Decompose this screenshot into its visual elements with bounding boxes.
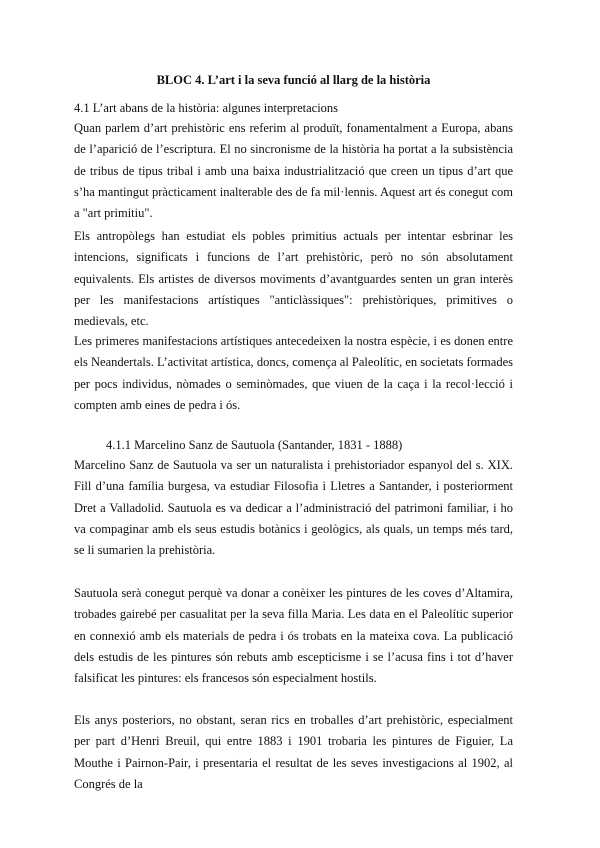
paragraph-4: Marcelino Sanz de Sautuola va ser un naturalista i prehistoriador espanyol del s. XIX. Fill d’una família burgesa, va estudiar Filosofia i Lletres a Santander, i posteriorment Dret a Valladolid. Sautuola es va dedicar a l’administració del patrimoni familiar, i ho va compaginar amb els seus estudis botànics i geològics, als quals, un temps més tard, se li sumarien la prehistòria.: [74, 458, 513, 558]
section-heading: 4.1 L’art abans de la història: algunes interpretacions: [74, 101, 339, 115]
paragraph-2: Els antropòlegs han estudiat els pobles primitius actuals per intentar esbrinar les intencions, significats i funcions de l’art prehistòric, però no són absolutament equivalents. Els artistes de diversos moviments d’avantguardes senten un gran interès per les manifestacions artístiques "anticlàssiques": prehistòriques, primitives o medievals, etc.: [74, 229, 513, 329]
paragraph-5: Sautuola serà conegut perquè va donar a conèixer les pintures de les coves d’Altamira, trobades gairebé per casualitat per la seva filla Maria. Les data en el Paleolític superior en connexió amb els materials de pedra i ós trobats en la mateixa cova. La publicació dels estudis de les pintures són rebuts amb escepticisme i se l’acusa fins i tot d’haver falsificat les pintures: els francesos són especialment hostils.: [74, 586, 513, 686]
paragraph-6: Els anys posteriors, no obstant, seran rics en troballes d’art prehistòric, especialment per part d’Henri Breuil, qui entre 1883 i 1901 trobaria les pintures de Figuier, La Mouthe i Pairnon-Pair, i presentaria el resultat de les seves investigacions al 1902, al Congrés de la: [74, 713, 513, 791]
paragraph-1: Quan parlem d’art prehistòric ens referim al produït, fonamentalment a Europa, abans de l’aparició de l’escriptura. El no sincronisme de la història ha portat a la subsistència de tribus de tipus tribal i amb una baixa industrialització que creen un tipus d’art que s’ha mantingut pràcticament inalterable des de fa mil·lennis. Aquest art és conegut com a "art primitiu".: [74, 121, 513, 221]
document-title: BLOC 4. L’art i la seva funció al llarg de la història: [156, 73, 431, 87]
subsection-heading: 4.1.1 Marcelino Sanz de Sautuola (Santander, 1831 - 1888): [106, 438, 403, 452]
paragraph-3: Les primeres manifestacions artístiques antecedeixen la nostra espècie, i es donen entre els Neandertals. L’activitat artística, doncs, comença al Paleolític, en societats formades per pocs individus, nòmades o seminòmades, que viuen de la caça i la recol·lecció i compten amb eines de pedra i ós.: [74, 334, 513, 412]
